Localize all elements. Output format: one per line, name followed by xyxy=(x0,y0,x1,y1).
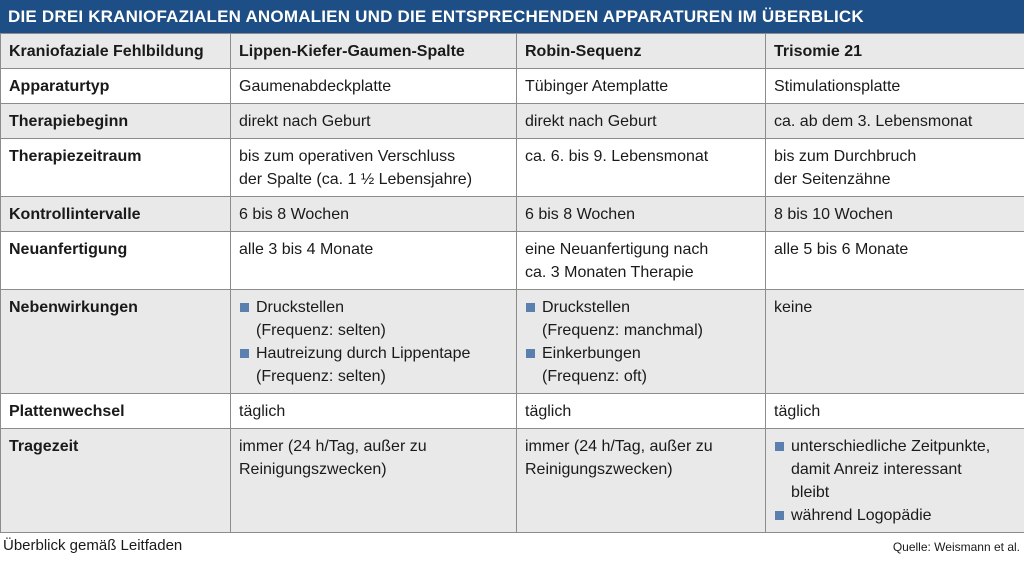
cell-line: während Logopädie xyxy=(791,507,932,524)
list-item xyxy=(774,504,1016,527)
column-header: Trisomie 21 xyxy=(766,34,1024,69)
cell-robin: 6 bis 8 Wochen xyxy=(517,197,766,232)
row-label: Tragezeit xyxy=(1,429,231,533)
cell-lkg: alle 3 bis 4 Monate xyxy=(231,232,517,290)
cell-lkg: 6 bis 8 Wochen xyxy=(231,197,517,232)
footer-caption: Überblick gemäß Leitfaden xyxy=(3,537,183,554)
cell-lkg xyxy=(231,429,517,533)
cell-line: bis zum Durchbruch xyxy=(774,148,917,165)
row-label: Apparaturtyp xyxy=(1,69,231,104)
cell-line: bleibt xyxy=(791,484,830,501)
row-label: Therapiebeginn xyxy=(1,104,231,139)
cell-line: immer (24 h/Tag, außer zu xyxy=(239,438,427,455)
square-bullet-icon xyxy=(240,349,249,358)
square-bullet-icon xyxy=(775,511,784,520)
square-bullet-icon xyxy=(526,303,535,312)
cell-trisomie: ca. ab dem 3. Lebensmonat xyxy=(766,104,1024,139)
square-bullet-icon xyxy=(775,442,784,451)
row-tragezeit xyxy=(1,429,1024,533)
row-label: Nebenwirkungen xyxy=(1,290,231,394)
cell-robin: Tübinger Atemplatte xyxy=(517,69,766,104)
row-label: Kontrollintervalle xyxy=(1,197,231,232)
header-row xyxy=(1,34,1024,69)
cell-robin: ca. 6. bis 9. Lebensmonat xyxy=(517,139,766,197)
cell-robin: täglich xyxy=(517,394,766,429)
list-item xyxy=(774,435,1016,504)
cell-lkg: Gaumenabdeckplatte xyxy=(231,69,517,104)
row-therapiezeitraum xyxy=(1,139,1024,197)
source-credit: Quelle: Weismann et al. xyxy=(892,540,1020,554)
column-header: Kraniofaziale Fehlbildung xyxy=(1,34,231,69)
cell-trisomie: alle 5 bis 6 Monate xyxy=(766,232,1024,290)
cell-trisomie: 8 bis 10 Wochen xyxy=(766,197,1024,232)
row-label: Neuanfertigung xyxy=(1,232,231,290)
cell-line: Reinigungszwecken) xyxy=(525,461,673,478)
cell-line: Hautreizung durch Lippentape xyxy=(256,345,471,362)
cell-line: (Frequenz: selten) xyxy=(256,322,386,339)
cell-trisomie: keine xyxy=(766,290,1024,394)
list-item xyxy=(525,296,757,342)
cell-trisomie: Stimulationsplatte xyxy=(766,69,1024,104)
cell-line: immer (24 h/Tag, außer zu xyxy=(525,438,713,455)
cell-line: der Seitenzähne xyxy=(774,171,891,188)
cell-line: Reinigungszwecken) xyxy=(239,461,387,478)
cell-trisomie: täglich xyxy=(766,394,1024,429)
cell-robin xyxy=(517,290,766,394)
cell-line: Druckstellen xyxy=(542,299,631,316)
cell-lkg: täglich xyxy=(231,394,517,429)
row-label: Therapiezeitraum xyxy=(1,139,231,197)
row-neuanfertigung xyxy=(1,232,1024,290)
row-plattenwechsel xyxy=(1,394,1024,429)
cell-trisomie xyxy=(766,139,1024,197)
cell-line: ca. 3 Monaten Therapie xyxy=(525,264,694,281)
row-apparaturtyp xyxy=(1,69,1024,104)
column-header: Robin-Sequenz xyxy=(517,34,766,69)
cell-trisomie xyxy=(766,429,1024,533)
list-item xyxy=(239,342,508,388)
cell-line: damit Anreiz interessant xyxy=(791,461,962,478)
cell-line: Einkerbungen xyxy=(542,345,641,362)
row-label: Plattenwechsel xyxy=(1,394,231,429)
cell-robin: direkt nach Geburt xyxy=(517,104,766,139)
comparison-table xyxy=(0,33,1024,533)
table-title: DIE DREI KRANIOFAZIALEN ANOMALIEN UND DIE ENTSPRECHENDEN APPARATUREN IM ÜBERBLICK xyxy=(0,0,1024,33)
square-bullet-icon xyxy=(240,303,249,312)
cell-line: (Frequenz: oft) xyxy=(542,368,647,385)
list-item xyxy=(525,342,757,388)
cell-line: (Frequenz: manchmal) xyxy=(542,322,703,339)
cell-line: bis zum operativen Verschluss xyxy=(239,148,456,165)
cell-line: (Frequenz: selten) xyxy=(256,368,386,385)
cell-robin xyxy=(517,429,766,533)
cell-line: Druckstellen xyxy=(256,299,345,316)
bullet-list xyxy=(525,296,757,388)
cell-lkg: direkt nach Geburt xyxy=(231,104,517,139)
row-nebenwirkungen xyxy=(1,290,1024,394)
bullet-list xyxy=(774,435,1016,527)
cell-robin xyxy=(517,232,766,290)
bullet-list xyxy=(239,296,508,388)
column-header: Lippen-Kiefer-Gaumen-Spalte xyxy=(231,34,517,69)
row-therapiebeginn xyxy=(1,104,1024,139)
cell-line: der Spalte (ca. 1 ½ Lebensjahre) xyxy=(239,171,473,188)
cell-line: eine Neuanfertigung nach xyxy=(525,241,709,258)
square-bullet-icon xyxy=(526,349,535,358)
cell-lkg xyxy=(231,290,517,394)
cell-line: unterschiedliche Zeitpunkte, xyxy=(791,438,991,455)
list-item xyxy=(239,296,508,342)
cell-lkg xyxy=(231,139,517,197)
row-kontrollintervalle xyxy=(1,197,1024,232)
